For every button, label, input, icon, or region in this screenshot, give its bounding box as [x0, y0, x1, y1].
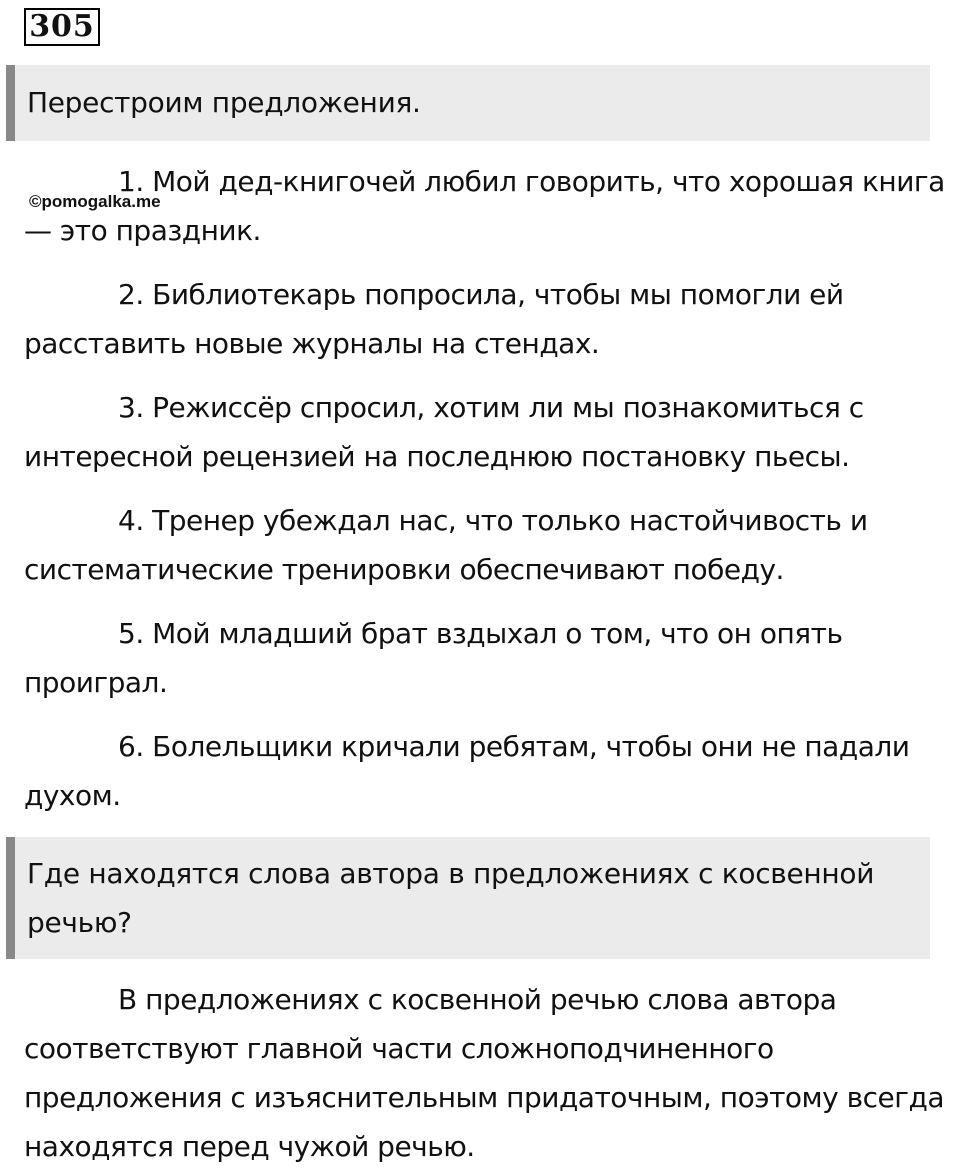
question-box: Где находятся слова автора в предложениях с косвенной речью? [6, 837, 930, 959]
sentence-3: 3. Режиссёр спросил, хотим ли мы познакомиться с интересной рецензией на последнюю постановку пьесы. [24, 391, 864, 473]
sentence-6: 6. Болельщики кричали ребятам, чтобы они не падали духом. [24, 730, 910, 812]
sentence-4: 4. Тренер убеждал нас, что только настойчивость и систематические тренировки обеспечивают победу. [24, 504, 868, 586]
sentence-2: 2. Библиотекарь попросила, чтобы мы помогли ей расставить новые журналы на стендах. [24, 278, 844, 360]
instruction-box: Перестроим предложения. [6, 65, 930, 141]
task-number-badge: 305 [24, 8, 100, 46]
sentence-list [24, 157, 960, 820]
sentence-1: 1. Мой дед-книгочей любил говорить, что хорошая книга — это праздник. [24, 165, 945, 247]
watermark: ©pomogalka.me [29, 192, 161, 211]
answer-paragraph: В предложениях с косвенной речью слова автора соответствуют главной части сложноподчиненного предложения с изъяснительным придаточным, поэтому всегда находятся перед чужой речью. [24, 983, 944, 1163]
sentence-5: 5. Мой младший брат вздыхал о том, что он опять проиграл. [24, 617, 843, 699]
